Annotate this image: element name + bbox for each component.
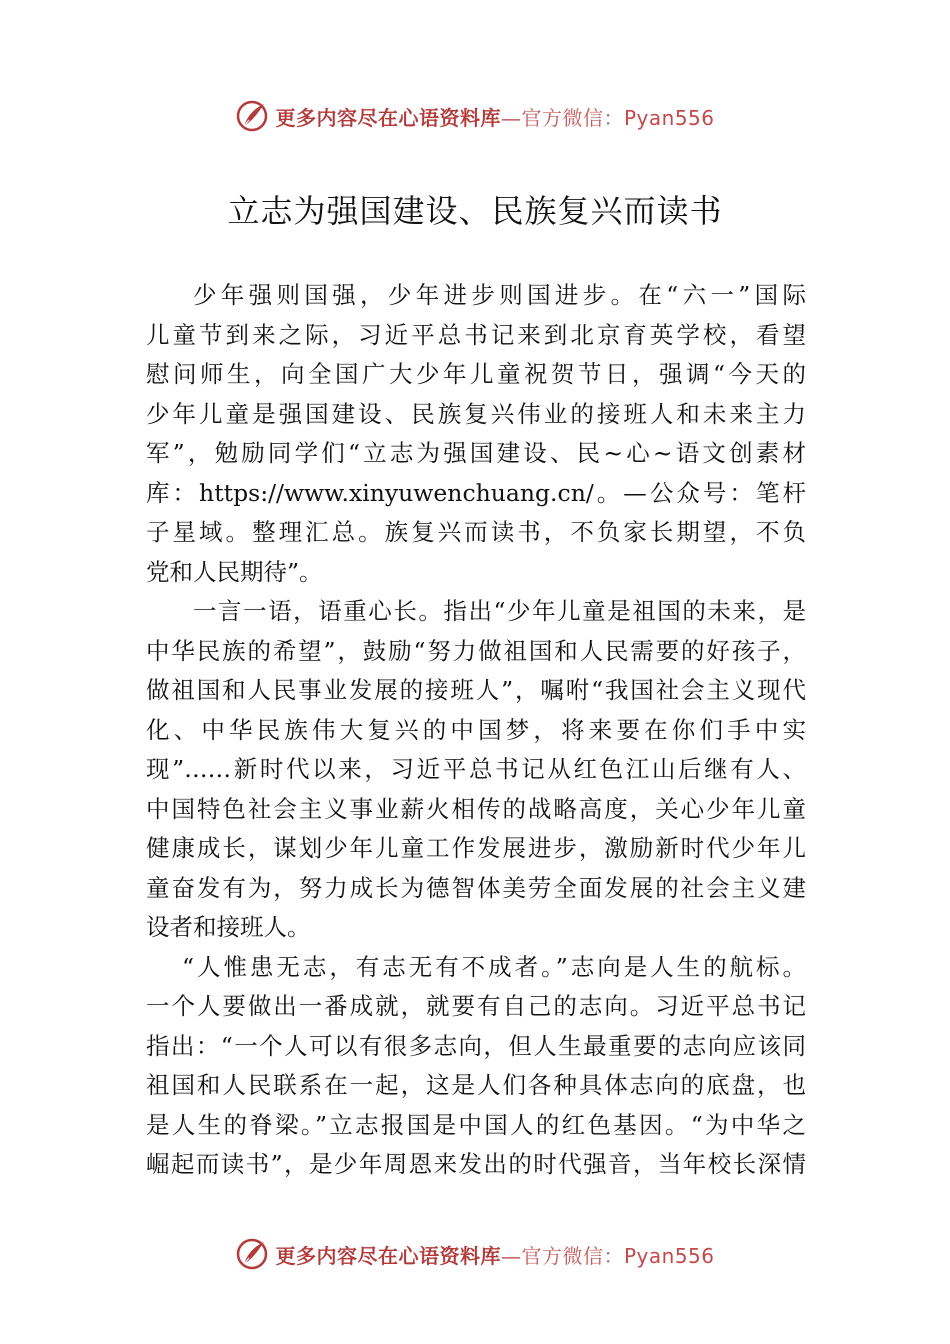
header-banner [0,96,950,136]
document-title: 立志为强国建设、民族复兴而读书 [227,192,723,230]
text-line: 是人生的脊梁。”立志报国是中国人的红色基因。“为中华之 [146,1110,806,1139]
text-line: 一言一语，语重心长。指出“少年儿童是祖国的未来，是 [193,597,806,625]
banner-separator: — [500,105,522,130]
text-line: 中国特色社会主义事业薪火相传的战略高度，关心少年儿童 [146,794,806,823]
text-line: 做祖国和人民事业发展的接班人”，嘱咐“我国社会主义现代 [146,676,806,704]
text-line: 化、中华民族伟大复兴的中国梦，将来要在你们手中实 [146,715,806,744]
article-body [146,276,806,1185]
footer-banner [0,1234,950,1274]
text-line: 儿童节到来之际，习近平总书记来到北京育英学校，看望 [146,320,806,349]
banner-label: 官方微信： [521,1243,624,1268]
text-line: 少年强则国强，少年进步则国进步。在“六一”国际 [193,281,806,309]
banner-wechat-id: Pyan556 [623,1243,715,1268]
banner-wechat-id: Pyan556 [623,105,715,130]
text-line: 现”……新时代以来，习近平总书记从红色江山后继有人、 [146,755,806,783]
banner-text [275,1240,714,1269]
text-line: 子星域。整理汇总。族复兴而读书，不负家长期望，不负 [146,518,806,546]
banner-label: 官方微信： [521,105,624,130]
banner-main-text: 更多内容尽在心语资料库 [275,105,501,130]
text-line: 设者和接班人。 [146,913,311,941]
text-line: 童奋发有为，努力成长为德智体美劳全面发展的社会主义建 [146,873,806,902]
text-line: 崛起而读书”，是少年周恩来发出的时代强音，当年校长深情 [146,1150,806,1178]
banner-main-text: 更多内容尽在心语资料库 [275,1243,501,1268]
text-line: 指出：“一个人可以有很多志向，但人生最重要的志向应该同 [146,1031,806,1060]
text-line: 库：https://www.xinyuwenchuang.cn/。—公众号：笔杆 [146,478,806,507]
text-line: “人惟患无志，有志无有不成者。”志向是人生的航标。 [182,952,806,981]
text-line: 军”，勉励同学们“立志为强国建设、民~心~语文创素材 [146,439,806,467]
quill-pen-circle-icon [235,1237,269,1271]
text-line: 慰问师生，向全国广大少年儿童祝贺节日，强调“今天的 [146,360,806,388]
text-line: 健康成长，谋划少年儿童工作发展进步，激励新时代少年儿 [146,834,806,862]
text-line: 党和人民期待”。 [146,557,323,586]
text-line: 中华民族的希望”，鼓励“努力做祖国和人民需要的好孩子， [146,636,806,665]
banner-separator: — [500,1243,522,1268]
quill-pen-circle-icon [235,99,269,133]
text-line: 少年儿童是强国建设、民族复兴伟业的接班人和未来主力 [146,399,806,428]
text-line: 一个人要做出一番成就，就要有自己的志向。习近平总书记 [146,992,806,1020]
text-line: 祖国和人民联系在一起，这是人们各种具体志向的底盘，也 [146,1071,806,1099]
banner-text [275,102,714,131]
